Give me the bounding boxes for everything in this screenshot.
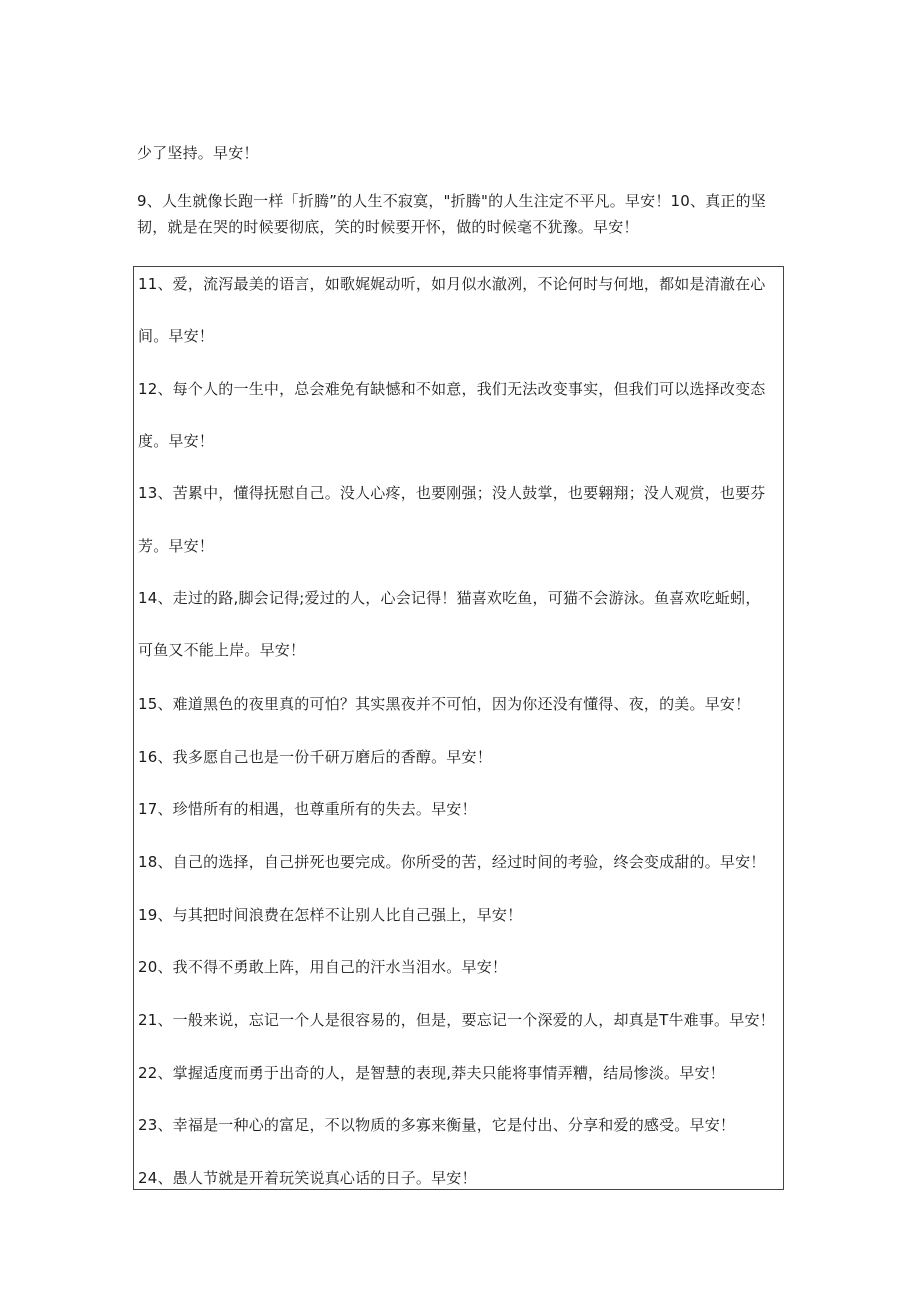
quote-line: 11、爱，流泻最美的语言，如歌娓娓动听，如月似水澈冽，不论何时与何地，都如是清澈在心 [138,275,766,293]
paragraph-gap [137,166,787,188]
quote-line: 20、我不得不勇敢上阵，用自己的汗水当泪水。早安！ [138,958,508,976]
quote-line: 17、珍惜所有的相遇，也尊重所有的失去。早安！ [138,800,477,818]
quote-line: 16、我多愿自己也是一份千研万磨后的香醇。早安！ [138,748,492,766]
quote-line: 13、苦累中，懂得抚慰自己。没人心疼，也要刚强；没人鼓掌，也要翱翔；没人观赏，也要芬 [138,484,766,502]
quote-line: 14、走过的路,脚会记得;爱过的人，心会记得！猫喜欢吃鱼，可猫不会游泳。鱼喜欢吃蚯蚓， [138,589,761,607]
quote-line: 15、难道黑色的夜里真的可怕？其实黑夜并不可怕，因为你还没有懂得、夜，的美。早安！ [138,695,751,713]
quote-line: 间。早安！ [138,327,215,345]
quote-line: 度。早安！ [138,432,215,450]
quote-line: 19、与其把时间浪费在怎样不让别人比自己强上，早安！ [138,906,523,924]
quote-line: 可鱼又不能上岸。早安！ [138,641,306,659]
quote-line: 23、幸福是一种心的富足，不以物质的多寡来衡量，它是付出、分享和爱的感受。早安！ [138,1116,736,1134]
intro-line: 9、人生就像长跑一样「折腾”的人生不寂寞，"折腾"的人生注定不平凡。早安！10、真正的坚 [137,192,767,210]
quote-line: 18、自己的选择，自己拼死也要完成。你所受的苦，经过时间的考验，终会变成甜的。早安！ [138,853,766,871]
intro-paragraphs [137,140,787,240]
intro-line: 韧，就是在哭的时候要彻底，笑的时候要开怀，做的时候毫不犹豫。早安！ [137,218,639,236]
quote-box [133,266,784,1190]
quote-line: 芳。早安！ [138,537,215,555]
intro-line: 少了坚持。早安！ [137,144,259,162]
quote-line: 22、掌握适度而勇于出奇的人，是智慧的表现,莽夫只能将事情弄糟，结局惨淡。早安！ [138,1064,725,1082]
quote-line: 21、一般来说，忘记一个人是很容易的，但是，要忘记一个深爱的人，却真是T牛难事。早安！ [138,1011,775,1029]
quote-line: 12、每个人的一生中，总会难免有缺憾和不如意，我们无法改变事实，但我们可以选择改变态 [138,380,766,398]
quote-line: 24、愚人节就是开着玩笑说真心话的日子。早安！ [138,1169,477,1187]
